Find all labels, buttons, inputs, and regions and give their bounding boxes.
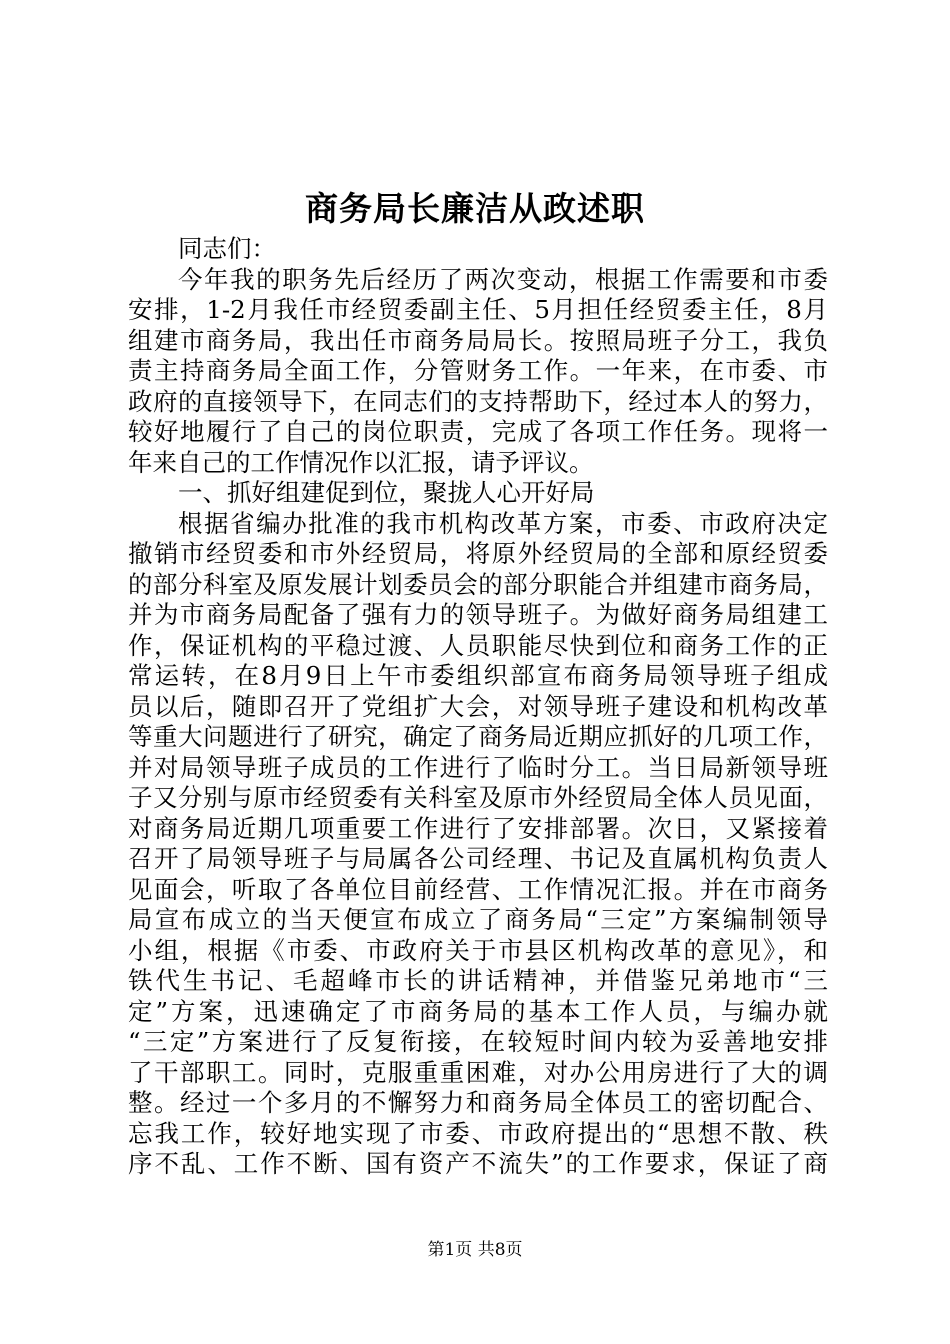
page-footer: 第1页 共8页 — [427, 1240, 523, 1260]
text-line: 定”方案，迅速确定了市商务局的基本工作人员，与编办就 — [128, 996, 828, 1026]
text-line: 对商务局近期几项重要工作进行了安排部署。次日，又紧接着 — [128, 813, 828, 843]
text-line: 局宣布成立的当天便宣布成立了商务局“三定”方案编制领导 — [128, 905, 828, 934]
document-body — [128, 234, 828, 1180]
text-line: 同志们： — [178, 234, 276, 263]
text-line: 铁代生书记、毛超峰市长的讲话精神，并借鉴兄弟地市“三 — [128, 966, 828, 995]
text-line: 安排，1-2月我任市经贸委副主任、5月担任经贸委主任，8月 — [128, 295, 828, 324]
text-line: 作，保证机构的平稳过渡、人员职能尽快到位和商务工作的正 — [128, 630, 828, 660]
text-line: 根据省编办批准的我市机构改革方案，市委、市政府决定 — [178, 508, 828, 538]
text-line: 整。经过一个多月的不懈努力和商务局全体员工的密切配合、 — [128, 1088, 828, 1117]
text-line: 并为市商务局配备了强有力的领导班子。为做好商务局组建工 — [128, 600, 828, 629]
text-line: 的部分科室及原发展计划委员会的部分职能合并组建市商务局， — [128, 569, 828, 599]
text-line: 召开了局领导班子与局属各公司经理、书记及直属机构负责人 — [128, 844, 828, 873]
text-line: 责主持商务局全面工作，分管财务工作。一年来，在市委、市 — [128, 356, 828, 385]
text-line: 员以后，随即召开了党组扩大会，对领导班子建设和机构改革 — [128, 691, 828, 721]
text-line: 子又分别与原市经贸委有关科室及原市外经贸局全体人员见面， — [128, 783, 828, 812]
text-line: 较好地履行了自己的岗位职责，完成了各项工作任务。现将一 — [128, 417, 828, 446]
text-line: 组建市商务局，我出任市商务局局长。按照局班子分工，我负 — [128, 325, 828, 355]
text-line: 政府的直接领导下，在同志们的支持帮助下，经过本人的努力， — [128, 386, 828, 416]
text-line: 等重大问题进行了研究，确定了商务局近期应抓好的几项工作， — [128, 722, 828, 751]
document-title: 商务局长廉洁从政述职 — [305, 189, 645, 228]
text-line: 常运转，在8月9日上午市委组织部宣布商务局领导班子组成 — [128, 661, 828, 690]
text-line: 序不乱、工作不断、国有资产不流失”的工作要求，保证了商 — [128, 1149, 828, 1178]
text-line: 一、抓好组建促到位，聚拢人心开好局 — [178, 478, 595, 507]
text-line: 年来自己的工作情况作以汇报，请予评议。 — [128, 447, 594, 477]
text-line: “三定”方案进行了反复衔接，在较短时间内较为妥善地安排 — [128, 1027, 828, 1056]
text-line: 并对局领导班子成员的工作进行了临时分工。当日局新领导班 — [128, 752, 828, 782]
text-line: 忘我工作，较好地实现了市委、市政府提出的“思想不散、秩 — [128, 1118, 828, 1148]
text-line: 撤销市经贸委和市外经贸局，将原外经贸局的全部和原经贸委 — [128, 539, 828, 568]
text-line: 了干部职工。同时，克服重重困难，对办公用房进行了大的调 — [128, 1057, 828, 1087]
text-line: 今年我的职务先后经历了两次变动，根据工作需要和市委 — [178, 264, 828, 294]
text-line: 小组，根据《市委、市政府关于市县区机构改革的意见》，和 — [128, 935, 828, 965]
text-line: 见面会，听取了各单位目前经营、工作情况汇报。并在市商务 — [128, 874, 828, 904]
